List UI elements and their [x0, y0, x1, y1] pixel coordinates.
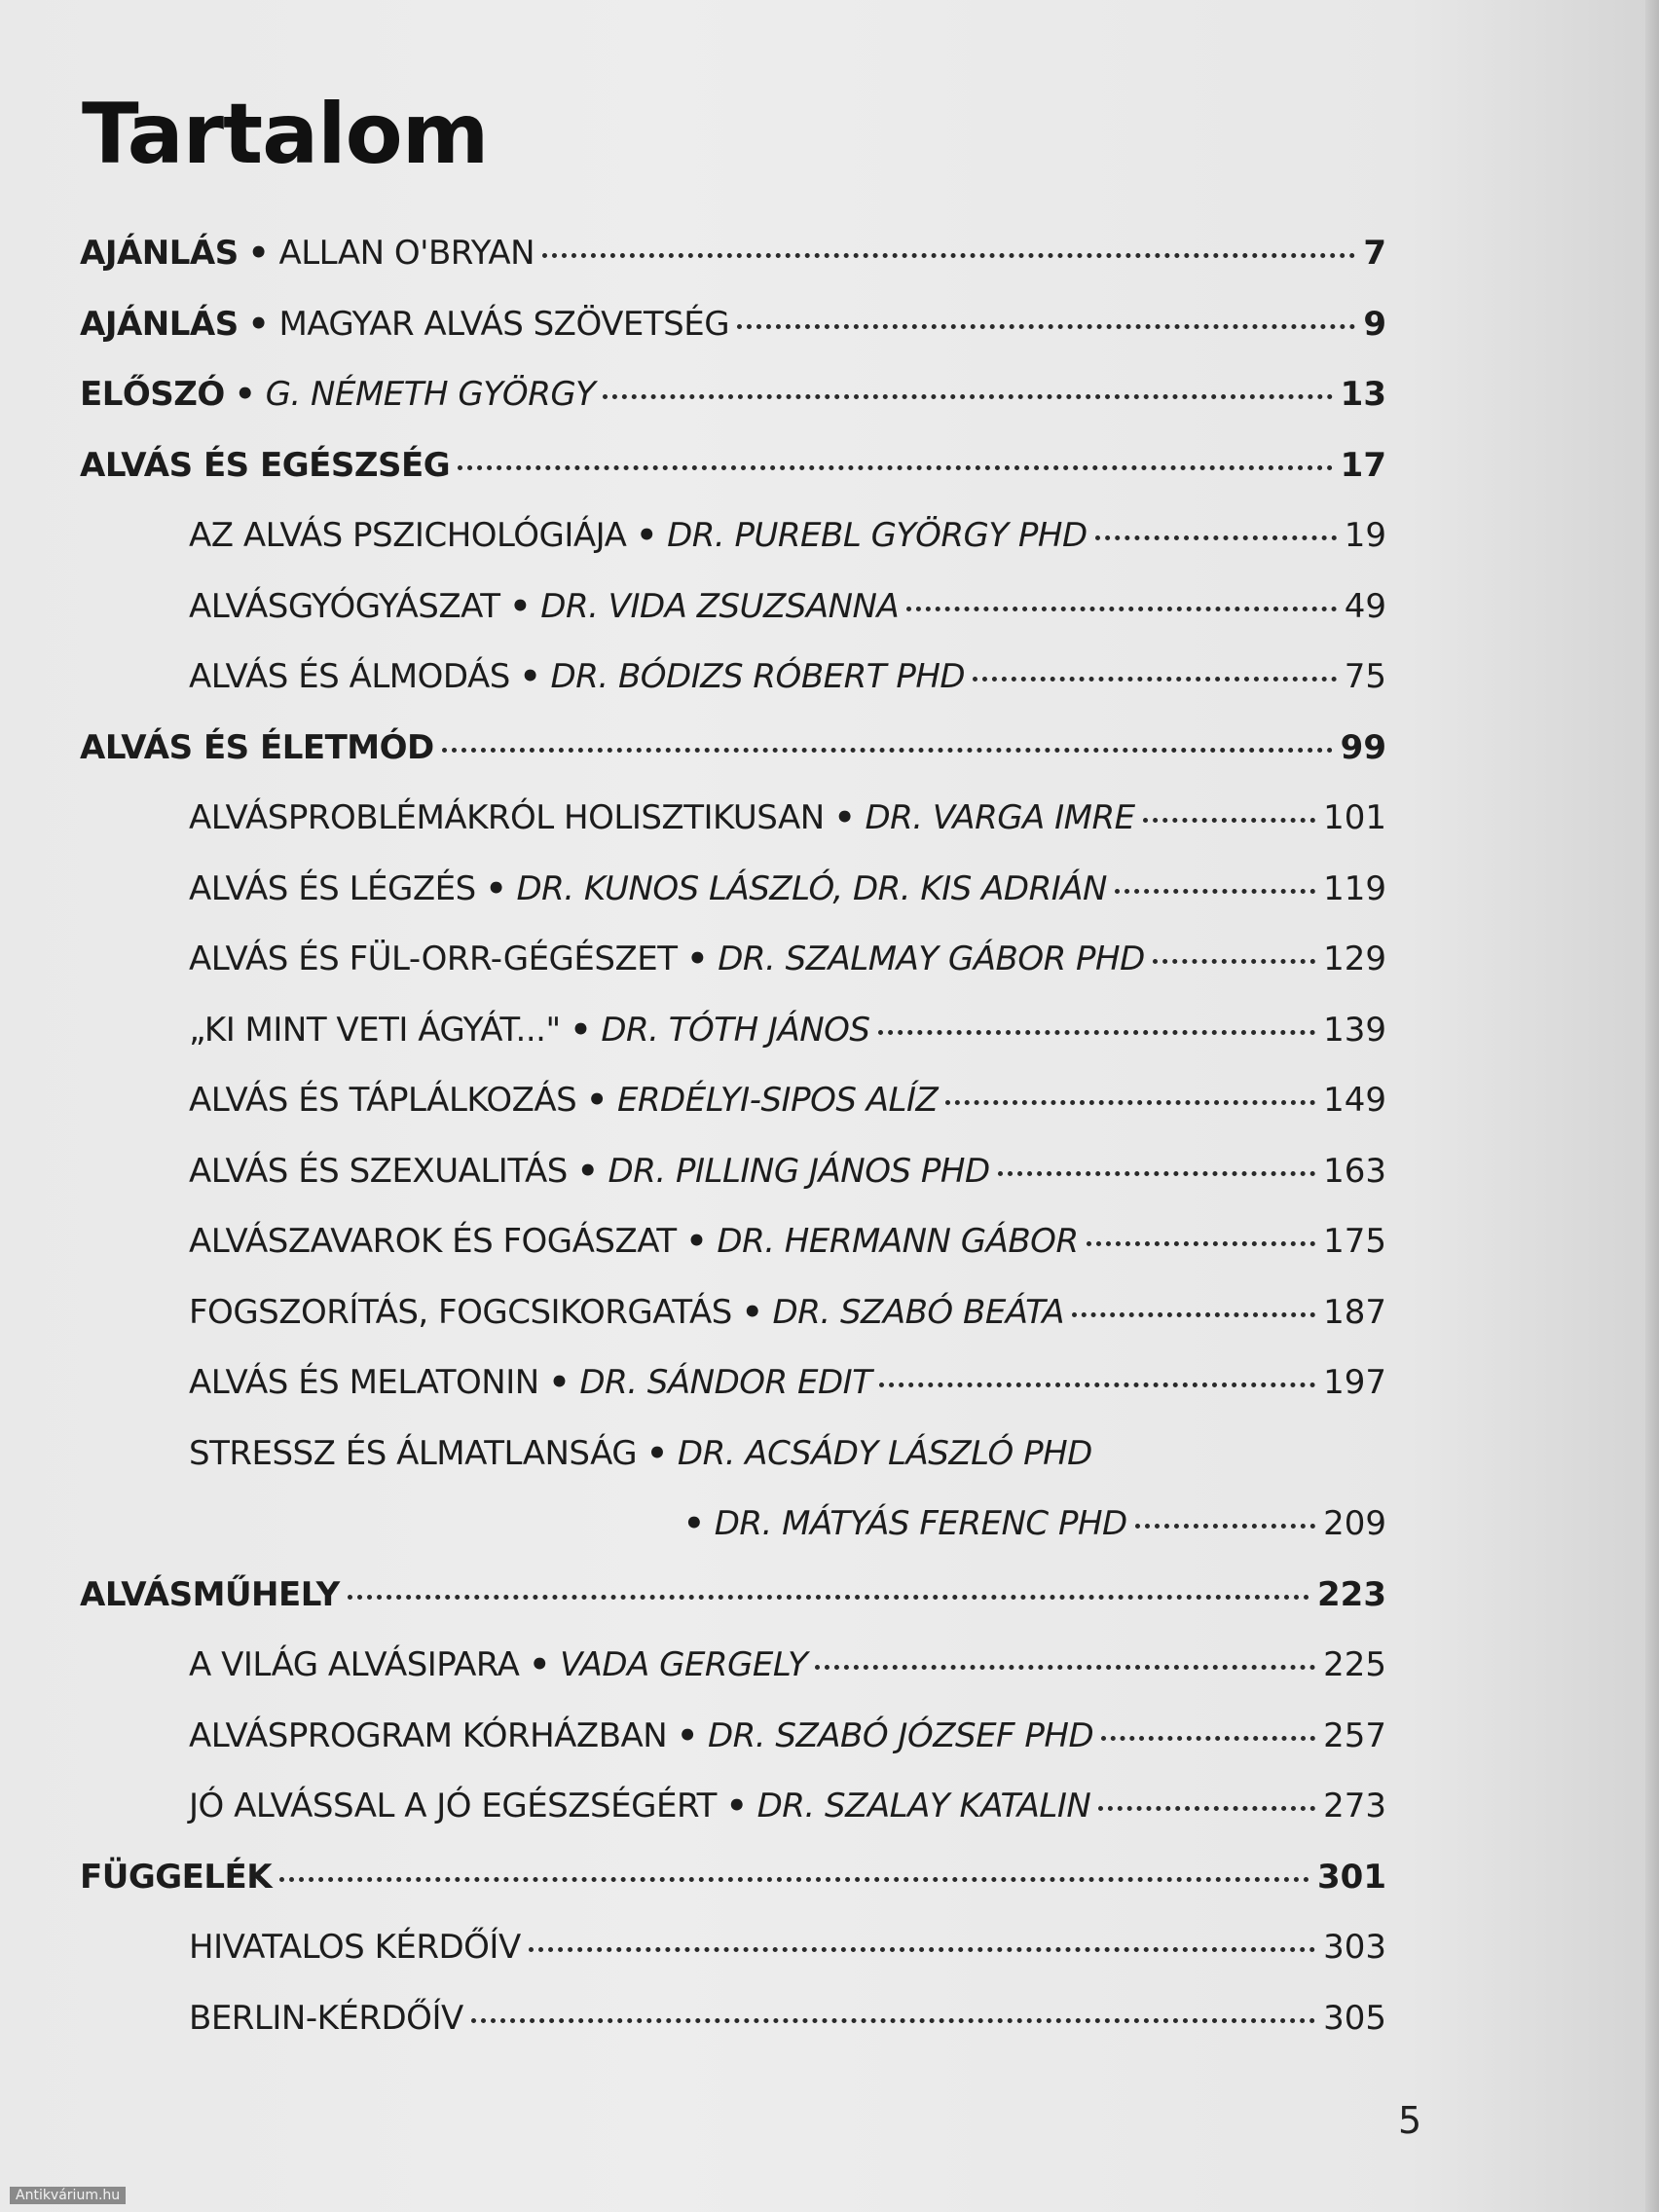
dot-leader: [973, 677, 1337, 682]
toc-entry-title: A VILÁG ALVÁSIPARA: [189, 1645, 520, 1684]
toc-entry-title: ALVÁS ÉS TÁPLÁLKOZÁS: [189, 1081, 577, 1120]
dot-leader: [348, 1595, 1309, 1600]
dot-leader: [471, 2018, 1315, 2023]
dot-leader: [815, 1665, 1315, 1670]
toc-entry-row: [189, 940, 1386, 978]
toc-entry-row: [189, 1363, 1386, 1402]
dot-leader: [1098, 1806, 1315, 1811]
dot-leader: [442, 748, 1333, 753]
toc-entry-title: ALVÁSPROGRAM KÓRHÁZBAN: [189, 1715, 668, 1755]
bullet-separator: •: [234, 375, 256, 414]
dot-leader: [279, 1877, 1309, 1882]
dot-leader: [1135, 1524, 1315, 1529]
toc-author: VADA GERGELY: [560, 1645, 808, 1684]
toc-author: DR. VIDA ZSUZSANNA: [540, 586, 900, 626]
toc-page-number: 163: [1323, 1151, 1386, 1191]
dot-leader: [945, 1100, 1315, 1105]
toc-author: DR. SZABÓ JÓZSEF PHD: [707, 1715, 1094, 1755]
toc-author: DR. KUNOS LÁSZLÓ, DR. KIS ADRIÁN: [516, 868, 1107, 908]
dot-leader: [879, 1382, 1315, 1387]
toc-entry-title: „KI MINT VETI ÁGYÁT...": [189, 1010, 561, 1050]
toc-author: DR. TÓTH JÁNOS: [601, 1010, 870, 1050]
toc-section-label: FÜGGELÉK: [80, 1857, 273, 1897]
page-title: Tartalom: [82, 86, 489, 183]
toc-author: DR. BÓDIZS RÓBERT PHD: [550, 657, 966, 696]
toc-page-number: 197: [1323, 1363, 1386, 1402]
bullet-separator: •: [683, 1504, 705, 1543]
toc-section-row: [80, 375, 1386, 414]
toc-page-number: 7: [1363, 234, 1386, 273]
toc-author: MAGYAR ALVÁS SZÖVETSÉG: [278, 304, 730, 344]
toc-entry-row: [189, 1434, 1386, 1473]
bullet-separator: •: [677, 1715, 698, 1755]
bullet-separator: •: [741, 1292, 763, 1332]
toc-section-row: [80, 728, 1386, 767]
toc-section-row: [80, 446, 1386, 485]
bullet-separator: •: [576, 1151, 599, 1191]
toc-entry-row: [189, 869, 1386, 908]
toc-author: DR. SZABÓ BEÁTA: [772, 1292, 1064, 1332]
toc-author: DR. HERMANN GÁBOR: [717, 1222, 1079, 1261]
toc-author: ALLAN O'BRYAN: [278, 234, 535, 273]
bullet-separator: •: [247, 304, 270, 344]
toc-page-number: 99: [1340, 727, 1386, 767]
toc-page-number: 303: [1323, 1928, 1386, 1967]
toc-page-number: 305: [1323, 1998, 1386, 2038]
toc-entry-row: [189, 1222, 1386, 1261]
toc-page-number: 225: [1323, 1645, 1386, 1684]
toc-entry-row: [674, 1504, 1386, 1543]
toc-entry-row: [189, 516, 1386, 555]
toc-entry-title: JÓ ALVÁSSAL A JÓ EGÉSZSÉGÉRT: [189, 1787, 717, 1825]
toc-entry-row: [189, 1999, 1386, 2038]
bullet-separator: •: [636, 516, 658, 555]
toc-author: DR. SZALAY KATALIN: [756, 1787, 1091, 1825]
dot-leader: [1072, 1312, 1315, 1317]
dot-leader: [998, 1171, 1315, 1176]
dot-leader: [1143, 818, 1316, 823]
bullet-separator: •: [646, 1433, 668, 1473]
toc-page-number: 101: [1323, 798, 1386, 837]
toc-page-number: 149: [1323, 1081, 1386, 1120]
bullet-separator: •: [529, 1645, 551, 1684]
dot-leader: [603, 394, 1332, 399]
toc-author: DR. PUREBL GYÖRGY PHD: [667, 516, 1088, 555]
toc-entry-title: ALVÁS ÉS SZEXUALITÁS: [189, 1151, 568, 1191]
toc-author: ERDÉLYI-SIPOS ALÍZ: [616, 1081, 939, 1120]
toc-entry-title: ALVÁS ÉS ÁLMODÁS: [189, 657, 510, 696]
toc-entry-title: AZ ALVÁS PSZICHOLÓGIÁJA: [189, 516, 627, 555]
toc-section-row: [80, 305, 1386, 344]
toc-page-number: 19: [1344, 516, 1386, 555]
dot-leader: [529, 1947, 1315, 1952]
dot-leader: [878, 1030, 1316, 1035]
toc-entry-row: [189, 798, 1386, 837]
toc-page-number: 257: [1323, 1715, 1386, 1755]
watermark: Antikvárium.hu: [10, 2187, 126, 2204]
toc-entry-row: [189, 1716, 1386, 1755]
bullet-separator: •: [247, 234, 270, 273]
toc-entry-title: ALVÁS ÉS FÜL-ORR-GÉGÉSZET: [189, 940, 678, 978]
bullet-separator: •: [548, 1363, 571, 1402]
toc-entry-title: FOGSZORÍTÁS, FOGCSIKORGATÁS: [189, 1292, 732, 1332]
toc-page-number: 75: [1344, 657, 1386, 696]
toc-page-number: 223: [1317, 1574, 1386, 1614]
dot-leader: [1101, 1736, 1315, 1741]
toc-page-number: 175: [1323, 1222, 1386, 1261]
toc-entry-row: [189, 657, 1386, 696]
page-number: 5: [1398, 2099, 1422, 2142]
bullet-separator: •: [685, 1222, 708, 1261]
bullet-separator: •: [686, 940, 709, 978]
toc-page-number: 187: [1323, 1292, 1386, 1332]
toc-author: G. NÉMETH GYÖRGY: [265, 375, 596, 414]
toc-entry-title: ALVÁSPROBLÉMÁKRÓL HOLISZTIKUSAN: [189, 798, 825, 837]
toc-section-row: [80, 1858, 1386, 1897]
toc-entry-row: [189, 1081, 1386, 1120]
dot-leader: [1115, 889, 1315, 894]
toc-page-number: 17: [1340, 445, 1386, 485]
toc-entry-title: ALVÁSZAVAROK ÉS FOGÁSZAT: [189, 1222, 677, 1261]
toc-entry-title: ALVÁSGYÓGYÁSZAT: [189, 586, 500, 626]
toc-entry-row: [189, 1152, 1386, 1191]
toc-page-number: 49: [1344, 586, 1386, 626]
dot-leader: [737, 324, 1355, 329]
toc-section-label: ELŐSZÓ: [80, 375, 225, 414]
bullet-separator: •: [725, 1787, 748, 1825]
bullet-separator: •: [519, 657, 541, 696]
toc-section-label: ALVÁS ÉS EGÉSZSÉG: [80, 445, 451, 485]
toc-entry-title: ALVÁS ÉS MELATONIN: [189, 1363, 539, 1402]
toc-section-label: AJÁNLÁS: [80, 234, 239, 273]
toc-page-number: 13: [1340, 375, 1386, 414]
toc-entry-row: [189, 1645, 1386, 1684]
toc-entry-title: BERLIN-KÉRDŐÍV: [189, 1998, 463, 2038]
dot-leader: [1095, 535, 1337, 540]
toc-entry-row: [189, 587, 1386, 626]
toc-entry-title: STRESSZ ÉS ÁLMATLANSÁG: [189, 1433, 638, 1473]
toc-section-label: ALVÁS ÉS ÉLETMÓD: [80, 727, 434, 767]
dot-leader: [542, 253, 1355, 258]
bullet-separator: •: [833, 798, 856, 837]
toc-entry-row: [189, 1787, 1386, 1825]
toc-entry-row: [189, 1011, 1386, 1050]
toc-page-number: 273: [1323, 1787, 1386, 1825]
toc-entry-row: [189, 1928, 1386, 1967]
toc-section-label: ALVÁSMŰHELY: [80, 1574, 340, 1614]
toc-page-number: 119: [1323, 868, 1386, 908]
dot-leader: [906, 607, 1336, 611]
dot-leader: [1087, 1241, 1316, 1246]
toc-author: DR. VARGA IMRE: [865, 798, 1135, 837]
bullet-separator: •: [586, 1081, 608, 1120]
toc-entry-row: [189, 1293, 1386, 1332]
dot-leader: [1153, 959, 1315, 964]
dot-leader: [458, 465, 1333, 470]
bullet-separator: •: [485, 868, 507, 908]
toc-page-number: 301: [1317, 1857, 1386, 1897]
toc-entry-title: HIVATALOS KÉRDŐÍV: [189, 1928, 521, 1967]
bullet-separator: •: [509, 586, 532, 626]
toc-page-number: 139: [1323, 1010, 1386, 1050]
toc-entry-title: ALVÁS ÉS LÉGZÉS: [189, 868, 476, 908]
toc-page-number: 129: [1323, 940, 1386, 978]
toc-page-number: 9: [1363, 304, 1386, 344]
toc-section-row: [80, 1575, 1386, 1614]
toc-author: DR. PILLING JÁNOS PHD: [608, 1151, 990, 1191]
toc-page-number: 209: [1323, 1504, 1386, 1543]
bullet-separator: •: [570, 1010, 592, 1050]
toc-section-label: AJÁNLÁS: [80, 304, 239, 344]
toc-author: DR. SÁNDOR EDIT: [579, 1363, 872, 1402]
toc-section-row: [80, 234, 1386, 273]
toc-author: DR. MÁTYÁS FERENC PHD: [714, 1504, 1127, 1543]
toc-author: DR. ACSÁDY LÁSZLÓ PHD: [677, 1433, 1092, 1473]
toc-author: DR. SZALMAY GÁBOR PHD: [718, 940, 1145, 978]
